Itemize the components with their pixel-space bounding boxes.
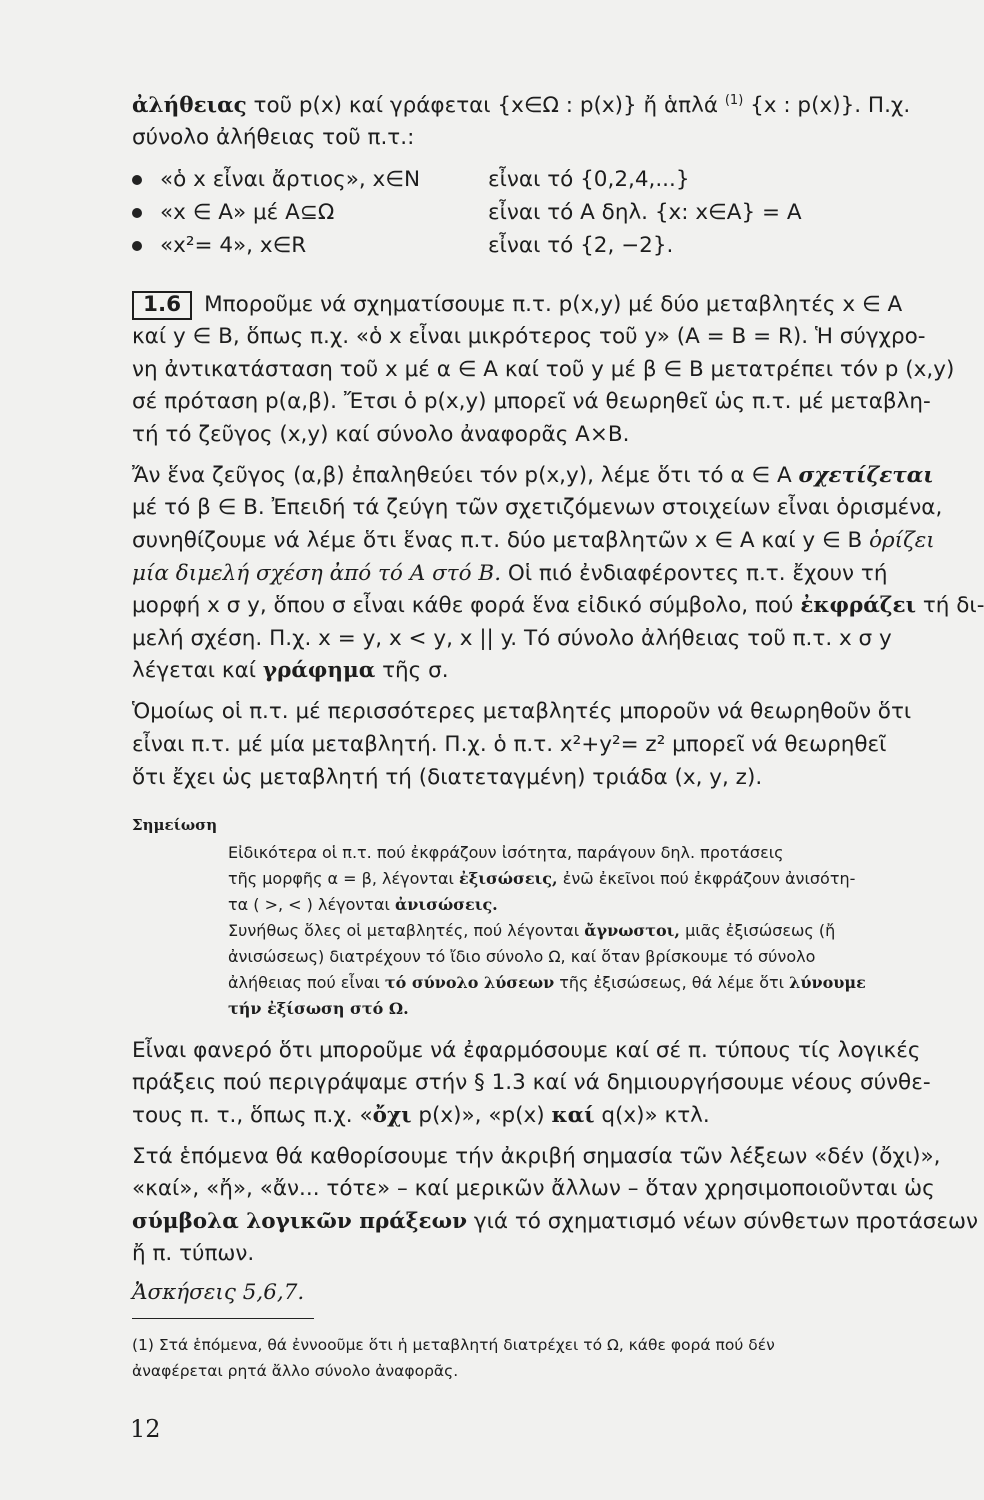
para5-line-3: σύμβολα λογικῶν πράξεων γιά τό σχηματισμό νέων σύνθετων προτάσεων bbox=[132, 1209, 979, 1234]
section-number: 1.6 bbox=[132, 291, 192, 320]
para3-line-2: εἶναι π.τ. μέ μία μεταβλητή. Π.χ. ὁ π.τ. x²+y²= z² μπορεῖ νά θεωρηθεῖ bbox=[132, 732, 887, 757]
note-heading: Σημείωση bbox=[132, 816, 218, 834]
section-line-5: τή τό ζεῦγος (x,y) καί σύνολο ἀναφορᾶς A×B. bbox=[132, 422, 630, 447]
section-line-2: καί y ∈ B, ὅπως π.χ. «ὁ x εἶναι μικρότερος τοῦ y» (A = B = R). Ἡ σύγχρο- bbox=[132, 324, 926, 349]
intro-line-2: σύνολο ἀλήθειας τοῦ π.τ.: bbox=[132, 125, 415, 150]
note-line-3: τα ( >, < ) λέγονται ἀνισώσεις. bbox=[228, 895, 498, 914]
section-line-1: 1.6 Μποροῦμε νά σχηματίσουμε π.τ. p(x,y) μέ δύο μεταβλητές x ∈ A bbox=[132, 291, 902, 320]
intro-line-1: ἀλήθειας τοῦ p(x) καί γράφεται {x∈Ω : p(x)} ἤ ἁπλά $^{(1)}$ {x : p(x)}. Π.χ. bbox=[132, 93, 911, 119]
para2-line-5: μορφή x σ y, ὅπου σ εἶναι κάθε φορά ἕνα εἰδικό σύμβολο, πού ἐκφράζει τή δι- bbox=[132, 593, 984, 618]
note-line-7: τήν ἐξίσωση στό Ω. bbox=[228, 999, 409, 1018]
footnote-ref[interactable]: (1) bbox=[724, 93, 744, 108]
note-line-2: τῆς μορφῆς α = β, λέγονται ἐξισώσεις, ἐνῶ ἐκεῖνοι πού ἐκφράζουν ἀνισότη- bbox=[228, 869, 856, 888]
note-line-4: Συνήθως ὅλες οἱ μεταβλητές, πού λέγονται ἄγνωστοι, μιᾶς ἐξισώσεως (ἤ bbox=[228, 921, 836, 940]
para4-line-1: Εἶναι φανερό ὅτι μποροῦμε νά ἐφαρμόσουμε καί σέ π. τύπους τίς λογικές bbox=[132, 1038, 921, 1063]
bullet-icon bbox=[132, 175, 142, 185]
note-line-5: ἀνισώσεως) διατρέχουν τό ἴδιο σύνολο Ω, καί ὅταν βρίσκουμε τό σύνολο bbox=[228, 947, 816, 966]
para2-line-6: μελή σχέση. Π.χ. x = y, x < y, x || y. Τό σύνολο ἀλήθειας τοῦ π.τ. x σ y bbox=[132, 626, 892, 651]
para4-line-2: πράξεις πού περιγράψαμε στήν § 1.3 καί νά δημιουργήσουμε νέους σύνθε- bbox=[132, 1070, 931, 1095]
para2-line-4: μία διμελή σχέση ἀπό τό A στό B. Οἱ πιό ἐνδιαφέροντες π.τ. ἔχουν τή bbox=[132, 561, 888, 586]
exercises-reference[interactable]: Ἀσκήσεις 5,6,7. bbox=[132, 1280, 305, 1305]
para5-line-1: Στά ἑπόμενα θά καθορίσουμε τήν ἀκριβή σημασία τῶν λέξεων «δέν (ὄχι)», bbox=[132, 1144, 941, 1169]
para2-line-1: Ἄν ἕνα ζεῦγος (α,β) ἐπαληθεύει τόν p(x,y), λέμε ὅτι τό α ∈ A σχετίζεται bbox=[132, 463, 934, 488]
bullet-item: «x²= 4», x∈R εἶναι τό {2, −2}. bbox=[132, 235, 306, 257]
note-line-6: ἀλήθειας πού εἶναι τό σύνολο λύσεων τῆς ἐξισώσεως, θά λέμε ὅτι λύνουμε bbox=[228, 973, 866, 992]
note-line-1: Εἰδικότερα οἱ π.τ. πού ἐκφράζουν ἰσότητα, παράγουν δηλ. προτάσεις bbox=[228, 843, 784, 862]
bullet-item: «x ∈ A» μέ A⊆Ω εἶναι τό A δηλ. {x: x∈A} = A bbox=[132, 202, 334, 224]
para2-line-2: μέ τό β ∈ B. Ἐπειδή τά ζεύγη τῶν σχετιζόμενων στοιχείων εἶναι ὁρισμένα, bbox=[132, 495, 943, 520]
footnote-line-1: (1) Στά ἑπόμενα, θά ἐννοοῦμε ὅτι ἡ μεταβλητή διατρέχει τό Ω, κάθε φορά πού δέν bbox=[132, 1336, 775, 1354]
para3-line-1: Ὁμοίως οἱ π.τ. μέ περισσότερες μεταβλητές μποροῦν νά θεωρηθοῦν ὅτι bbox=[132, 699, 912, 724]
para3-line-3: ὅτι ἔχει ὡς μεταβλητή τή (διατεταγμένη) τριάδα (x, y, z). bbox=[132, 765, 763, 790]
section-line-3: νη ἀντικατάσταση τοῦ x μέ α ∈ A καί τοῦ y μέ β ∈ B μετατρέπει τόν p (x,y) bbox=[132, 357, 955, 382]
para2-line-3: συνηθίζουμε νά λέμε ὅτι ἕνας π.τ. δύο μεταβλητῶν x ∈ A καί y ∈ B ὁρίζει bbox=[132, 528, 935, 553]
footnote-divider bbox=[132, 1318, 314, 1319]
para4-line-3: τους π. τ., ὅπως π.χ. «ὄχι p(x)», «p(x) καί q(x)» κτλ. bbox=[132, 1103, 710, 1128]
para2-line-7: λέγεται καί γράφημα τῆς σ. bbox=[132, 658, 449, 683]
section-line-4: σέ πρόταση p(α,β). Ἔτσι ὁ p(x,y) μπορεῖ νά θεωρηθεῖ ὡς π.τ. μέ μεταβλη- bbox=[132, 389, 931, 414]
bullet-icon bbox=[132, 208, 142, 218]
para5-line-4: ἤ π. τύπων. bbox=[132, 1241, 255, 1266]
bullet-icon bbox=[132, 241, 142, 251]
page-number: 12 bbox=[130, 1415, 161, 1443]
footnote-line-2: ἀναφέρεται ρητά ἄλλο σύνολο ἀναφορᾶς. bbox=[132, 1362, 459, 1380]
para5-line-2: «καί», «ἤ», «ἄν... τότε» – καί μερικῶν ἄλλων – ὅταν χρησιμοποιοῦνται ὡς bbox=[132, 1176, 935, 1201]
bullet-item: «ὁ x εἶναι ἄρτιος», x∈N εἶναι τό {0,2,4,...} bbox=[132, 169, 420, 191]
